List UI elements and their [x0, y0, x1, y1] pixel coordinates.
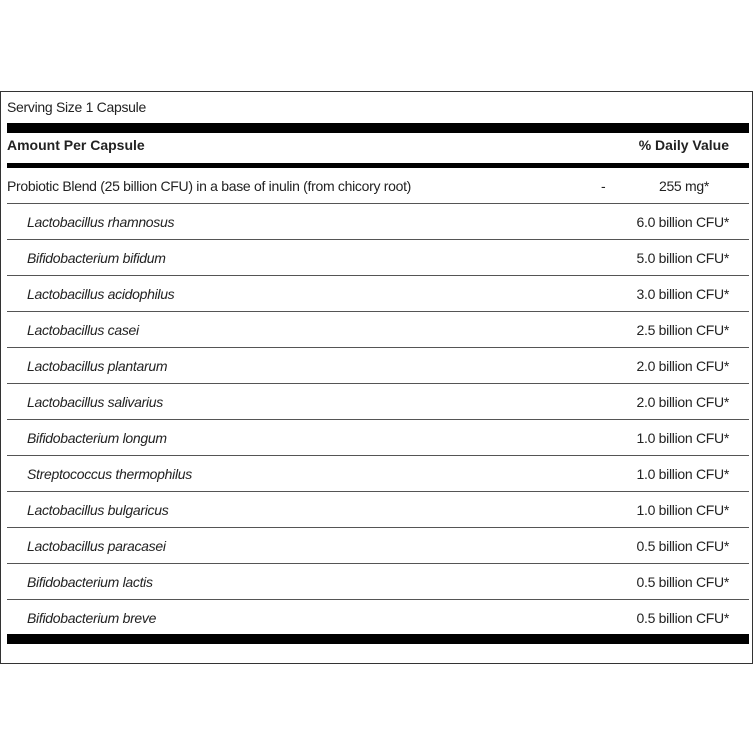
daily-value-heading: % Daily Value	[638, 137, 729, 153]
ingredient-row	[7, 240, 749, 276]
blend-row	[7, 168, 749, 204]
ingredient-amount: 2.0 billion CFU*	[636, 394, 729, 410]
ingredient-row	[7, 276, 749, 312]
ingredient-amount: 0.5 billion CFU*	[636, 538, 729, 554]
ingredient-row	[7, 456, 749, 492]
serving-size: Serving Size 1 Capsule	[7, 99, 146, 115]
ingredient-row	[7, 564, 749, 600]
ingredient-row	[7, 312, 749, 348]
ingredient-name: Bifidobacterium lactis	[27, 574, 153, 590]
ingredient-amount: 6.0 billion CFU*	[636, 214, 729, 230]
blend-daily-value: -	[601, 178, 606, 194]
ingredient-amount: 1.0 billion CFU*	[636, 466, 729, 482]
ingredient-name: Streptococcus thermophilus	[27, 466, 192, 482]
ingredient-amount: 0.5 billion CFU*	[636, 610, 729, 626]
ingredient-amount: 1.0 billion CFU*	[636, 430, 729, 446]
amount-per-capsule-heading: Amount Per Capsule	[7, 137, 145, 153]
blend-name: Probiotic Blend (25 billion CFU) in a base of inulin (from chicory root)	[7, 178, 412, 194]
ingredient-name: Bifidobacterium breve	[27, 610, 157, 626]
ingredient-name: Lactobacillus salivarius	[27, 394, 163, 410]
ingredient-row	[7, 492, 749, 528]
divider-thick-top	[7, 123, 749, 133]
ingredient-list	[7, 168, 749, 636]
ingredient-row	[7, 384, 749, 420]
ingredient-row	[7, 348, 749, 384]
ingredient-amount: 3.0 billion CFU*	[636, 286, 729, 302]
divider-thick-bottom	[7, 634, 749, 644]
table-header	[7, 137, 749, 157]
ingredient-row	[7, 420, 749, 456]
ingredient-name: Lactobacillus paracasei	[27, 538, 166, 554]
ingredient-row	[7, 600, 749, 636]
ingredient-amount: 0.5 billion CFU*	[636, 574, 729, 590]
ingredient-name: Lactobacillus acidophilus	[27, 286, 175, 302]
ingredient-amount: 5.0 billion CFU*	[636, 250, 729, 266]
ingredient-name: Lactobacillus casei	[27, 322, 139, 338]
ingredient-name: Lactobacillus rhamnosus	[27, 214, 175, 230]
blend-amount: 255 mg*	[658, 178, 709, 194]
ingredient-amount: 2.5 billion CFU*	[636, 322, 729, 338]
ingredient-row	[7, 204, 749, 240]
ingredient-name: Lactobacillus bulgaricus	[27, 502, 169, 518]
ingredient-amount: 2.0 billion CFU*	[636, 358, 729, 374]
ingredient-row	[7, 528, 749, 564]
ingredient-name: Lactobacillus plantarum	[27, 358, 168, 374]
ingredient-name: Bifidobacterium bifidum	[27, 250, 166, 266]
ingredient-amount: 1.0 billion CFU*	[636, 502, 729, 518]
ingredient-name: Bifidobacterium longum	[27, 430, 167, 446]
supplement-facts-panel	[0, 91, 753, 664]
